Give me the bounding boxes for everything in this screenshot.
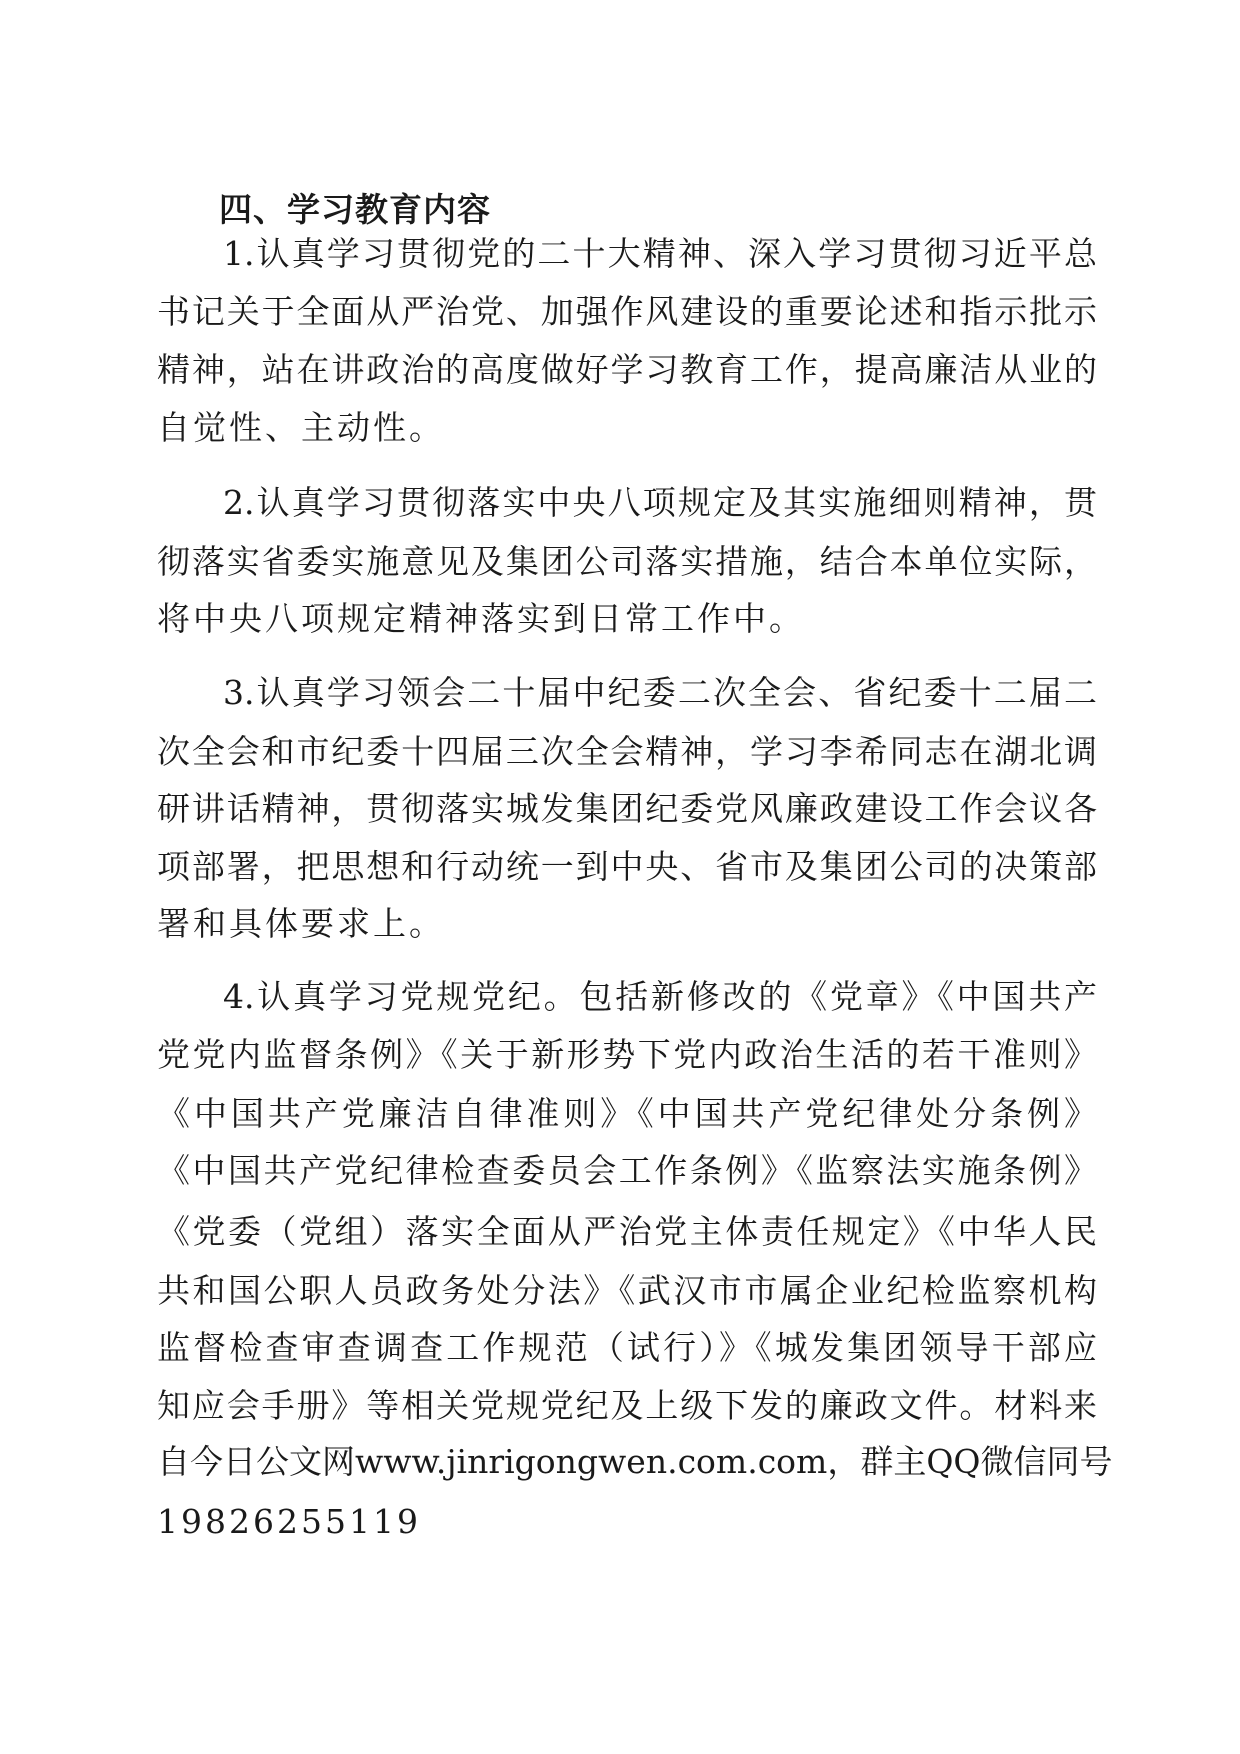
paragraph-4-line-4: 《中国共产党纪律检查委员会工作条例》《监察法实施条例》 xyxy=(157,1151,1097,1190)
paragraph-2-line-3: 将中央八项规定精神落实到日常工作中。 xyxy=(157,599,805,638)
paragraph-3-line-2: 次全会和市纪委十四届三次全会精神，学习李希同志在湖北调 xyxy=(157,732,1097,771)
paragraph-1-line-4: 自觉性、主动性。 xyxy=(157,408,445,447)
paragraph-3-line-5: 署和具体要求上。 xyxy=(157,904,445,943)
paragraph-4-line-3: 《中国共产党廉洁自律准则》《中国共产党纪律处分条例》 xyxy=(157,1094,1097,1133)
section-heading: 四、学习教育内容 xyxy=(219,190,491,229)
paragraph-1-line-1: 1.认真学习贯彻党的二十大精神、深入学习贯彻习近平总 xyxy=(223,234,1097,273)
paragraph-1-line-3: 精神，站在讲政治的高度做好学习教育工作，提高廉洁从业的 xyxy=(157,350,1097,389)
paragraph-2-line-1: 2.认真学习贯彻落实中央八项规定及其实施细则精神，贯 xyxy=(223,483,1097,522)
paragraph-3-line-1: 3.认真学习领会二十届中纪委二次全会、省纪委十二届二 xyxy=(223,673,1097,712)
paragraph-4-line-6: 共和国公职人员政务处分法》《武汉市市属企业纪检监察机构 xyxy=(157,1271,1097,1310)
paragraph-4-line-9: 自今日公文网www.jinrigongwen.com.com，群主QQ微信同号 xyxy=(157,1442,1113,1481)
paragraph-4-line-8: 知应会手册》等相关党规党纪及上级下发的廉政文件。材料来 xyxy=(157,1386,1097,1425)
paragraph-3-line-3: 研讲话精神，贯彻落实城发集团纪委党风廉政建设工作会议各 xyxy=(157,789,1097,828)
paragraph-4-line-7: 监督检查审查调查工作规范（试行）》《城发集团领导干部应 xyxy=(157,1328,1097,1367)
paragraph-2-line-2: 彻落实省委实施意见及集团公司落实措施，结合本单位实际， xyxy=(157,542,1097,581)
paragraph-4-line-10: 19826255119 xyxy=(157,1502,421,1541)
paragraph-4-line-2: 党党内监督条例》《关于新形势下党内政治生活的若干准则》 xyxy=(157,1035,1097,1074)
paragraph-4-line-5: 《党委（党组）落实全面从严治党主体责任规定》《中华人民 xyxy=(157,1212,1097,1251)
paragraph-3-line-4: 项部署，把思想和行动统一到中央、省市及集团公司的决策部 xyxy=(157,847,1097,886)
paragraph-4-line-1: 4.认真学习党规党纪。包括新修改的《党章》《中国共产 xyxy=(223,977,1097,1016)
paragraph-1-line-2: 书记关于全面从严治党、加强作风建设的重要论述和指示批示 xyxy=(157,292,1097,331)
